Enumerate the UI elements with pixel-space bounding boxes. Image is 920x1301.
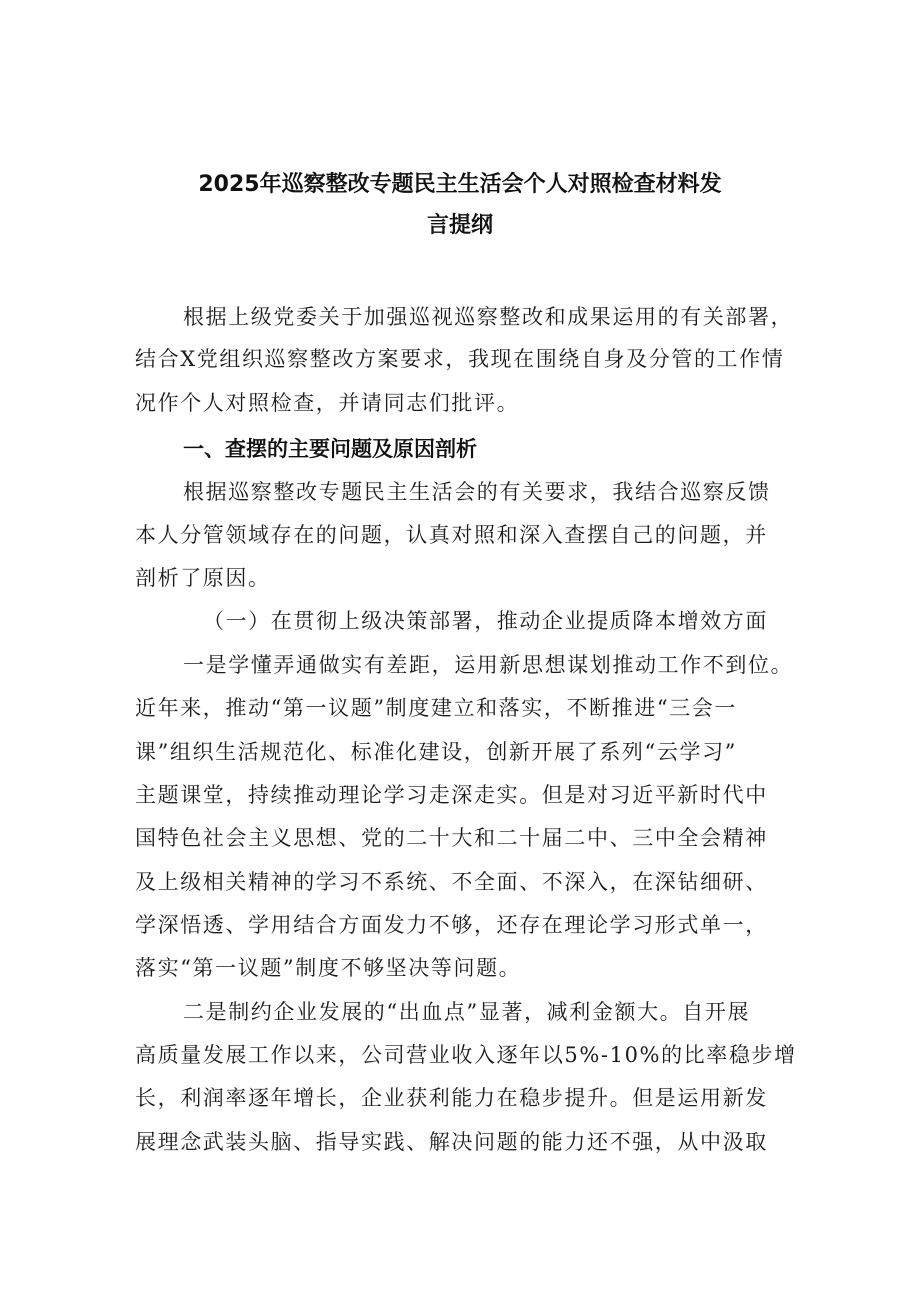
paragraph-line: 落实“第一议题”制度不够坚决等问题。: [135, 956, 522, 980]
paragraph-line: 剖析了原因。: [135, 566, 271, 590]
paragraph-line: 学深悟透、学用结合方面发力不够，还存在理论学习形式单一，: [135, 913, 768, 937]
paragraph-line: 一是学懂弄通做实有差距，运用新思想谋划推动工作不到位。: [183, 653, 794, 677]
subsection-heading: （一）在贯彻上级决策部署，推动企业提质降本增效方面: [203, 609, 768, 633]
paragraph-line: 二是制约企业发展的“出血点”显著，减利金额大。自开展: [183, 1000, 751, 1024]
paragraph-line: 结合X党组织巡察整改方案要求，我现在围绕自身及分管的工作情: [135, 347, 785, 371]
paragraph-line: 根据上级党委关于加强巡视巡察整改和成果运用的有关部署，: [183, 305, 794, 329]
paragraph-line: 长，利润率逐年增长，企业获利能力在稳步提升。但是运用新发: [135, 1086, 768, 1110]
paragraph-line: 况作个人对照检查，并请同志们批评。: [135, 391, 520, 415]
paragraph-line: 及上级相关精神的学习不系统、不全面、不深入，在深钻细研、: [135, 870, 768, 894]
paragraph-line: 主题课堂，持续推动理论学习走深走实。但是对习近平新时代中: [135, 783, 768, 807]
paragraph-line: 本人分管领域存在的问题，认真对照和深入查摆自己的问题，并: [135, 523, 768, 547]
paragraph-line: 高质量发展工作以来，公司营业收入逐年以5%-10%的比率稳步增: [135, 1043, 797, 1067]
paragraph-line: 近年来，推动“第一议题”制度建立和落实，不断推进“三会一: [135, 696, 738, 720]
paragraph-line: 根据巡察整改专题民主生活会的有关要求，我结合巡察反馈: [183, 480, 771, 504]
document-title-line-2: 言提纲: [426, 213, 493, 238]
document-title-line-1: 2025年巡察整改专题民主生活会个人对照检查材料发: [198, 172, 722, 197]
section-heading: 一、查摆的主要问题及原因剖析: [183, 437, 477, 461]
paragraph-line: 国特色社会主义思想、党的二十大和二十届二中、三中全会精神: [135, 826, 768, 850]
paragraph-line: 课”组织生活规范化、标准化建设，创新开展了系列“云学习”: [135, 740, 738, 764]
paragraph-line: 展理念武装头脑、指导实践、解决问题的能力还不强，从中汲取: [135, 1130, 768, 1154]
